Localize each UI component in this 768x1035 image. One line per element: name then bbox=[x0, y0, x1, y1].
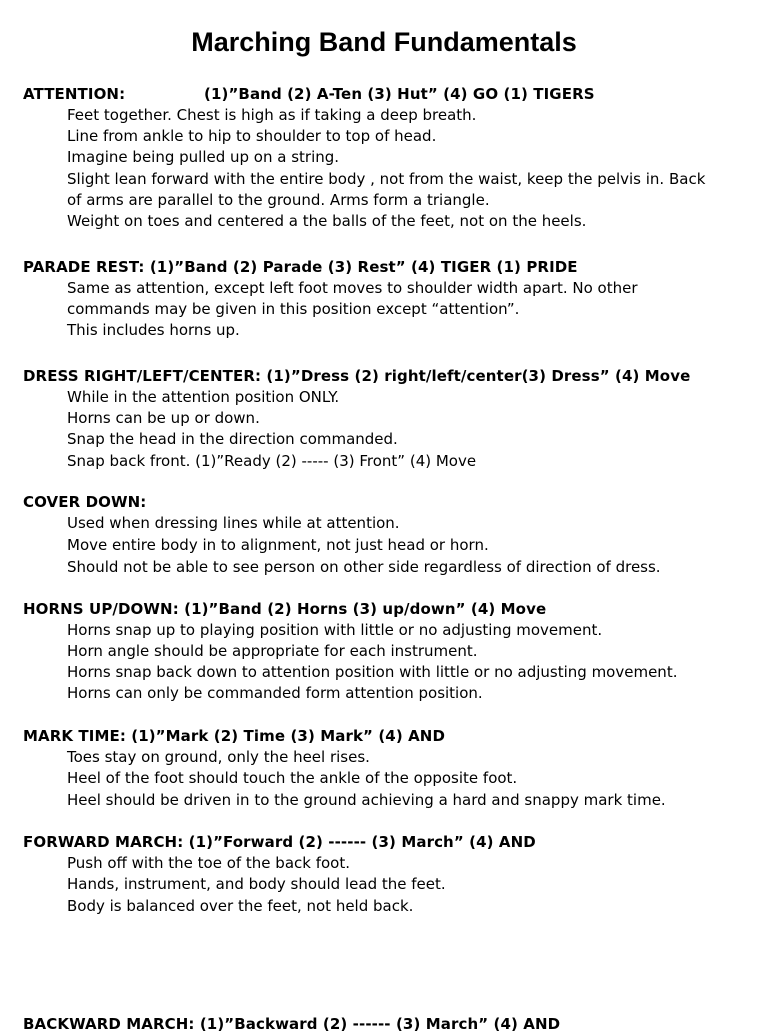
attention-line: Slight lean forward with the entire body , not from the waist, keep the pelvis in. Back bbox=[67, 170, 706, 188]
mark-time-line: Heel should be driven in to the ground achieving a hard and snappy mark time. bbox=[67, 791, 666, 809]
section-heading-backward-march: BACKWARD MARCH: (1)”Backward (2) ------ (3) March” (4) AND bbox=[23, 1015, 561, 1033]
mark-time-line: Heel of the foot should touch the ankle of the opposite foot. bbox=[67, 769, 518, 787]
dress-line: Horns can be up or down. bbox=[67, 409, 260, 427]
dress-line: Snap back front. (1)”Ready (2) ----- (3) Front” (4) Move bbox=[67, 452, 477, 470]
horns-line: Horn angle should be appropriate for each instrument. bbox=[67, 642, 478, 660]
section-heading-cover-down: COVER DOWN: bbox=[23, 493, 147, 511]
parade-rest-line: Same as attention, except left foot moves to shoulder width apart. No other bbox=[67, 279, 638, 297]
dress-line: While in the attention position ONLY. bbox=[67, 388, 340, 406]
forward-march-line: Body is balanced over the feet, not held back. bbox=[67, 897, 414, 915]
forward-march-line: Hands, instrument, and body should lead the feet. bbox=[67, 875, 446, 893]
section-heading-horns: HORNS UP/DOWN: (1)”Band (2) Horns (3) up/down” (4) Move bbox=[23, 600, 547, 618]
forward-march-line: Push off with the toe of the back foot. bbox=[67, 854, 351, 872]
dress-line: Snap the head in the direction commanded. bbox=[67, 430, 398, 448]
section-heading-parade-rest: PARADE REST: (1)”Band (2) Parade (3) Rest” (4) TIGER (1) PRIDE bbox=[23, 258, 578, 276]
section-heading-attention bbox=[23, 84, 595, 105]
parade-rest-line: This includes horns up. bbox=[67, 321, 240, 339]
attention-line: of arms are parallel to the ground. Arms form a triangle. bbox=[67, 191, 490, 209]
attention-line: Imagine being pulled up on a string. bbox=[67, 148, 340, 166]
mark-time-line: Toes stay on ground, only the heel rises. bbox=[67, 748, 370, 766]
horns-line: Horns can only be commanded form attention position. bbox=[67, 684, 483, 702]
cover-down-line: Used when dressing lines while at attention. bbox=[67, 514, 400, 532]
attention-line: Line from ankle to hip to shoulder to top of head. bbox=[67, 127, 437, 145]
horns-line: Horns snap up to playing position with little or no adjusting movement. bbox=[67, 621, 603, 639]
attention-line: Feet together. Chest is high as if taking a deep breath. bbox=[67, 106, 477, 124]
cover-down-line: Move entire body in to alignment, not just head or horn. bbox=[67, 536, 489, 554]
horns-line: Horns snap back down to attention position with little or no adjusting movement. bbox=[67, 663, 678, 681]
section-heading-dress: DRESS RIGHT/LEFT/CENTER: (1)”Dress (2) right/left/center(3) Dress” (4) Move bbox=[23, 367, 691, 385]
attention-label: ATTENTION: bbox=[23, 85, 126, 103]
attention-command: (1)”Band (2) A-Ten (3) Hut” (4) GO (1) TIGERS bbox=[204, 85, 595, 103]
cover-down-line: Should not be able to see person on other side regardless of direction of dress. bbox=[67, 558, 661, 576]
section-heading-mark-time: MARK TIME: (1)”Mark (2) Time (3) Mark” (4) AND bbox=[23, 727, 446, 745]
attention-line: Weight on toes and centered a the balls of the feet, not on the heels. bbox=[67, 212, 587, 230]
page-title: Marching Band Fundamentals bbox=[191, 27, 577, 57]
parade-rest-line: commands may be given in this position except “attention”. bbox=[67, 300, 520, 318]
section-heading-forward-march: FORWARD MARCH: (1)”Forward (2) ------ (3) March” (4) AND bbox=[23, 833, 536, 851]
